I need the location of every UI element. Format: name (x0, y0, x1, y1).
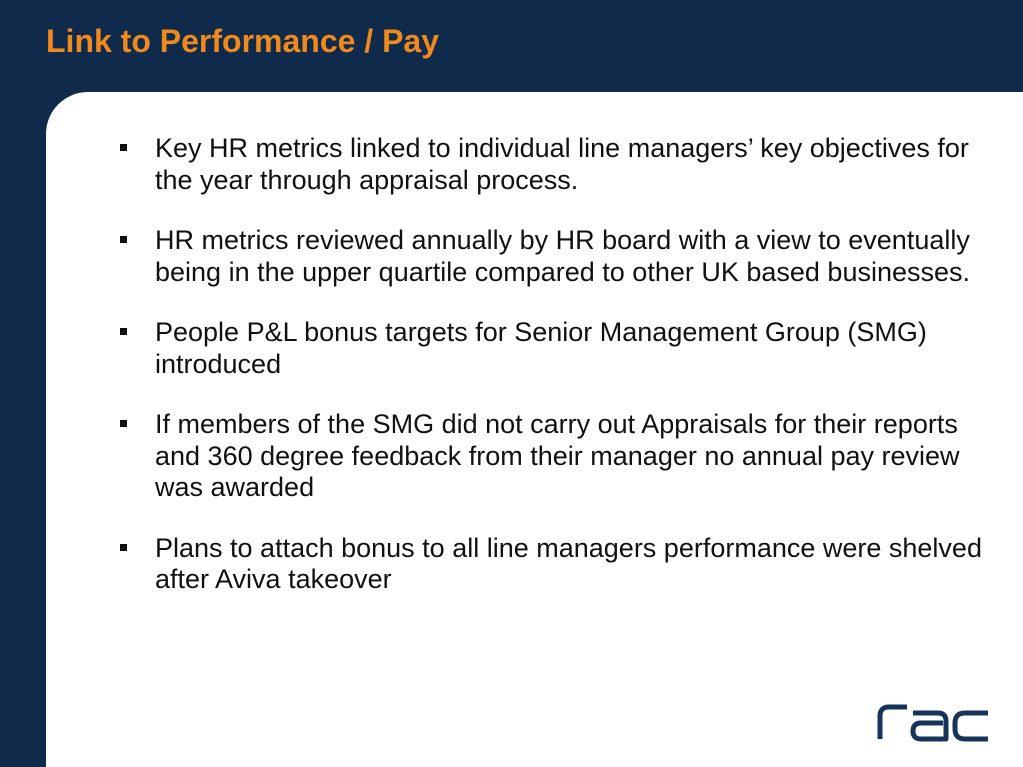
square-bullet-icon (120, 328, 127, 335)
logo-c-shape (955, 713, 988, 739)
square-bullet-icon (120, 236, 127, 243)
bullet-text: Key HR metrics linked to individual line managers’ key objectives for the year through appraisal process. (155, 133, 969, 195)
bullet-item (118, 133, 998, 196)
square-bullet-icon (120, 544, 127, 551)
bullet-item (118, 409, 998, 504)
logo-r-shape (880, 707, 907, 739)
bullet-item (118, 317, 998, 380)
bullet-item (118, 533, 998, 596)
slide-title: Link to Performance / Pay (46, 23, 440, 59)
bullet-text: Plans to attach bonus to all line managers performance were shelved after Aviva takeover (155, 532, 982, 594)
logo-a-shape (913, 713, 946, 739)
bullet-text: HR metrics reviewed annually by HR board with a view to eventually being in the upper quartile compared to other UK based businesses. (155, 225, 971, 287)
square-bullet-icon (120, 420, 127, 427)
bullet-item (118, 225, 998, 288)
bullet-text: If members of the SMG did not carry out Appraisals for their reports and 360 degree feedback from their manager no annual pay review was awarded (155, 409, 960, 502)
bullet-list (118, 133, 998, 625)
bullet-text: People P&L bonus targets for Senior Management Group (SMG) introduced (155, 317, 927, 379)
square-bullet-icon (120, 144, 127, 151)
rac-logo (876, 703, 992, 743)
